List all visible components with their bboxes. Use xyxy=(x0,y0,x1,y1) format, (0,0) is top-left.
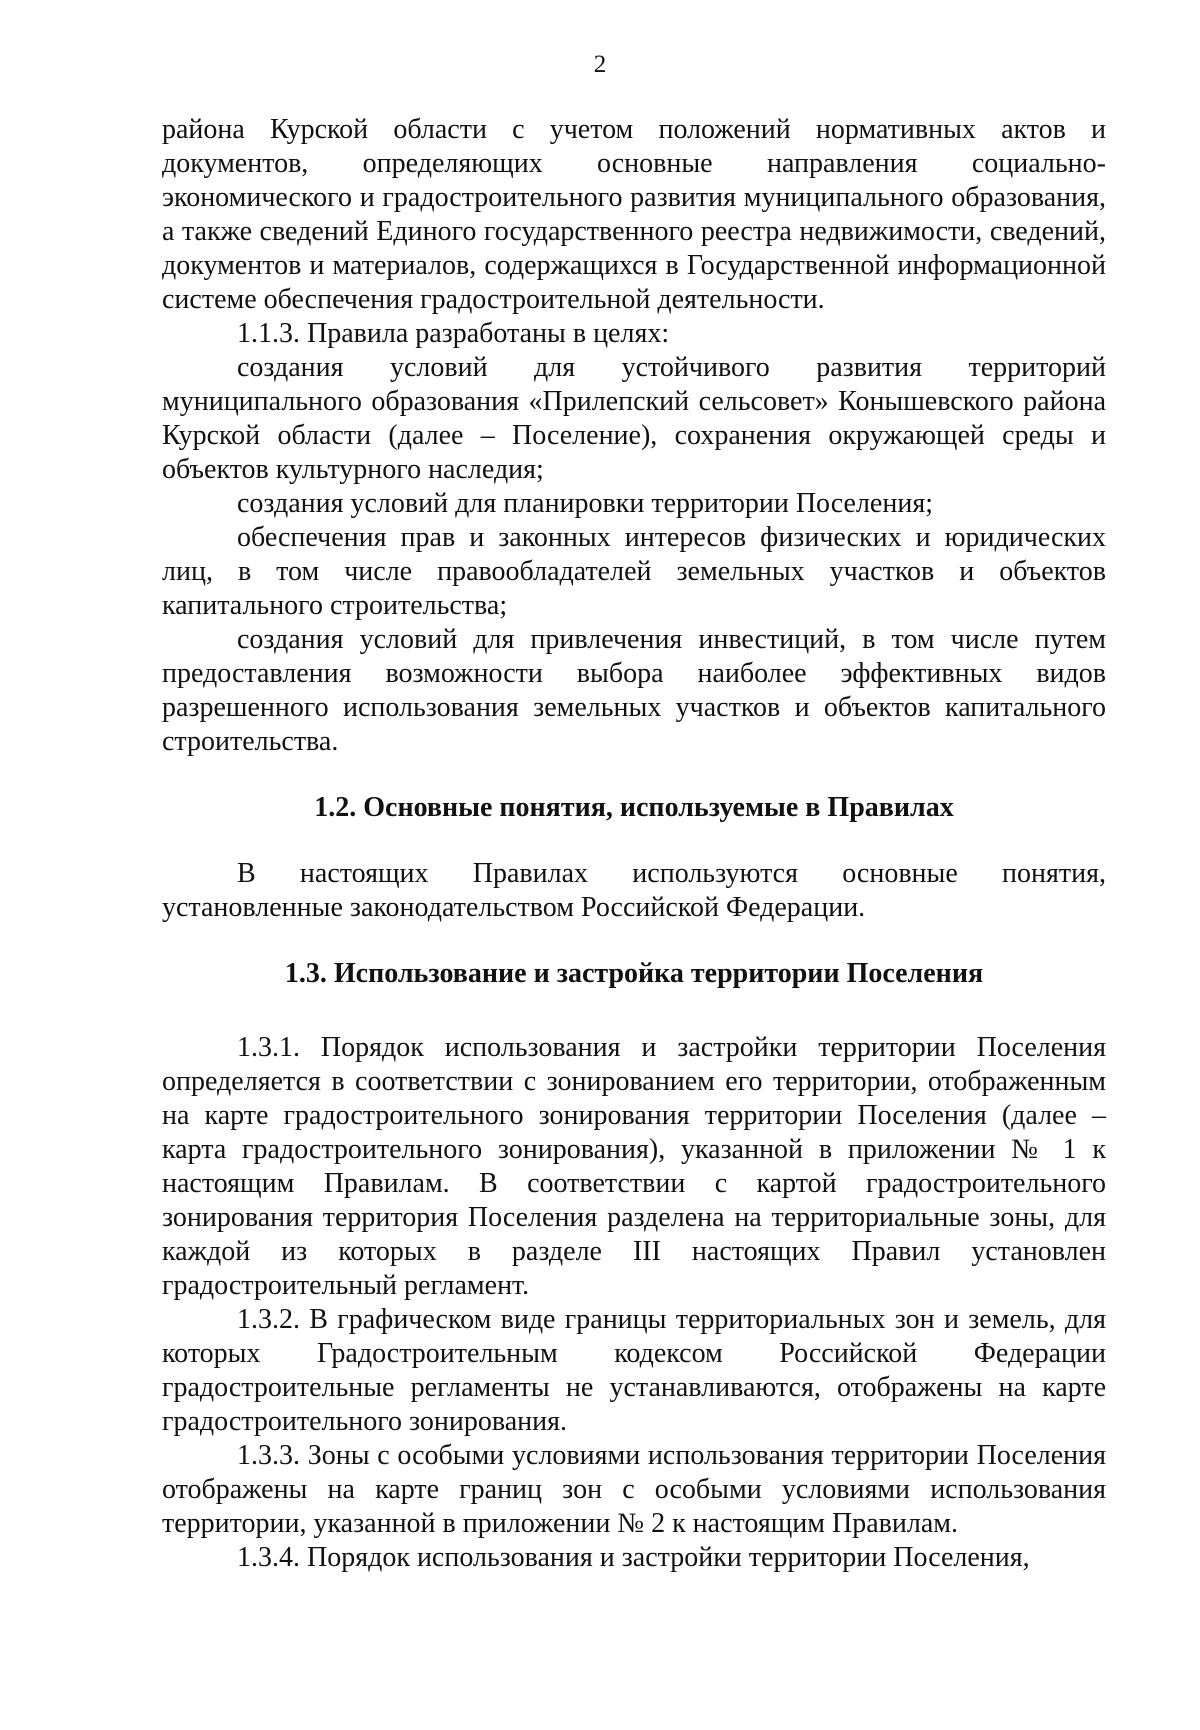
spacer xyxy=(162,825,1106,857)
spacer xyxy=(162,759,1106,791)
paragraph-1-3-1: 1.3.1. Порядок использования и застройки территории Поселения определяется в соответствии с зонированием его территории, отображенным на карте градостроительного зонирования территории Поселения (далее – карта градостроительного зонирования), указанной в приложении № 1 к настоящим Правилам. В соответствии с картой градостроительного зонирования территория Поселения разделена на территориальные зоны, для каждой из которых в разделе III настоящих Правил установлен градостроительный регламент. xyxy=(162,1032,1106,1301)
list-item-goal-3: обеспечения прав и законных интересов физических и юридических лиц, в том числе правообладателей земельных участков и объектов капитального строительства; xyxy=(162,522,1106,621)
document-body xyxy=(162,113,1106,1575)
spacer xyxy=(162,925,1106,957)
page-number: 2 xyxy=(593,51,607,78)
list-item-goal-2: создания условий для планировки территории Поселения; xyxy=(237,488,933,519)
list-item-goal-1: создания условий для устойчивого развития территорий муниципального образования «Прилепский сельсовет» Конышевского района Курской области (далее – Поселение), сохранения окружающей среды и объектов культурного наследия; xyxy=(162,352,1106,485)
paragraph-1-3-2: 1.3.2. В графическом виде границы территориальных зон и земель, для которых Градостроительным кодексом Российской Федерации градостроительные регламенты не устанавливаются, отображены на карте градостроительного зонирования. xyxy=(162,1304,1106,1437)
section-heading-1-3: 1.3. Использование и застройка территории Поселения xyxy=(284,958,984,989)
paragraph-1-2: В настоящих Правилах используются основные понятия, установленные законодательством Российской Федерации. xyxy=(162,858,1106,923)
paragraph-1-1-3: 1.1.3. Правила разработаны в целях: xyxy=(237,318,670,349)
section-heading-1-2: 1.2. Основные понятия, используемые в Правилах xyxy=(314,792,954,823)
paragraph-continuation: района Курской области с учетом положений нормативных актов и документов, определяющих основные направления социально-экономического и градостроительного развития муниципального образования, а также сведений Единого государственного реестра недвижимости, сведений, документов и материалов, содержащихся в Государственной информационной системе обеспечения градостроительной деятельности. xyxy=(162,114,1106,315)
spacer xyxy=(162,991,1106,1031)
list-item-goal-4: создания условий для привлечения инвестиций, в том числе путем предоставления возможности выбора наиболее эффективных видов разрешенного использования земельных участков и объектов капитального строительства. xyxy=(162,624,1106,757)
paragraph-1-3-4: 1.3.4. Порядок использования и застройки территории Поселения, xyxy=(237,1542,1030,1573)
paragraph-1-3-3: 1.3.3. Зоны с особыми условиями использования территории Поселения отображены на карте границ зон с особыми условиями использования территории, указанной в приложении № 2 к настоящим Правилам. xyxy=(162,1440,1106,1539)
